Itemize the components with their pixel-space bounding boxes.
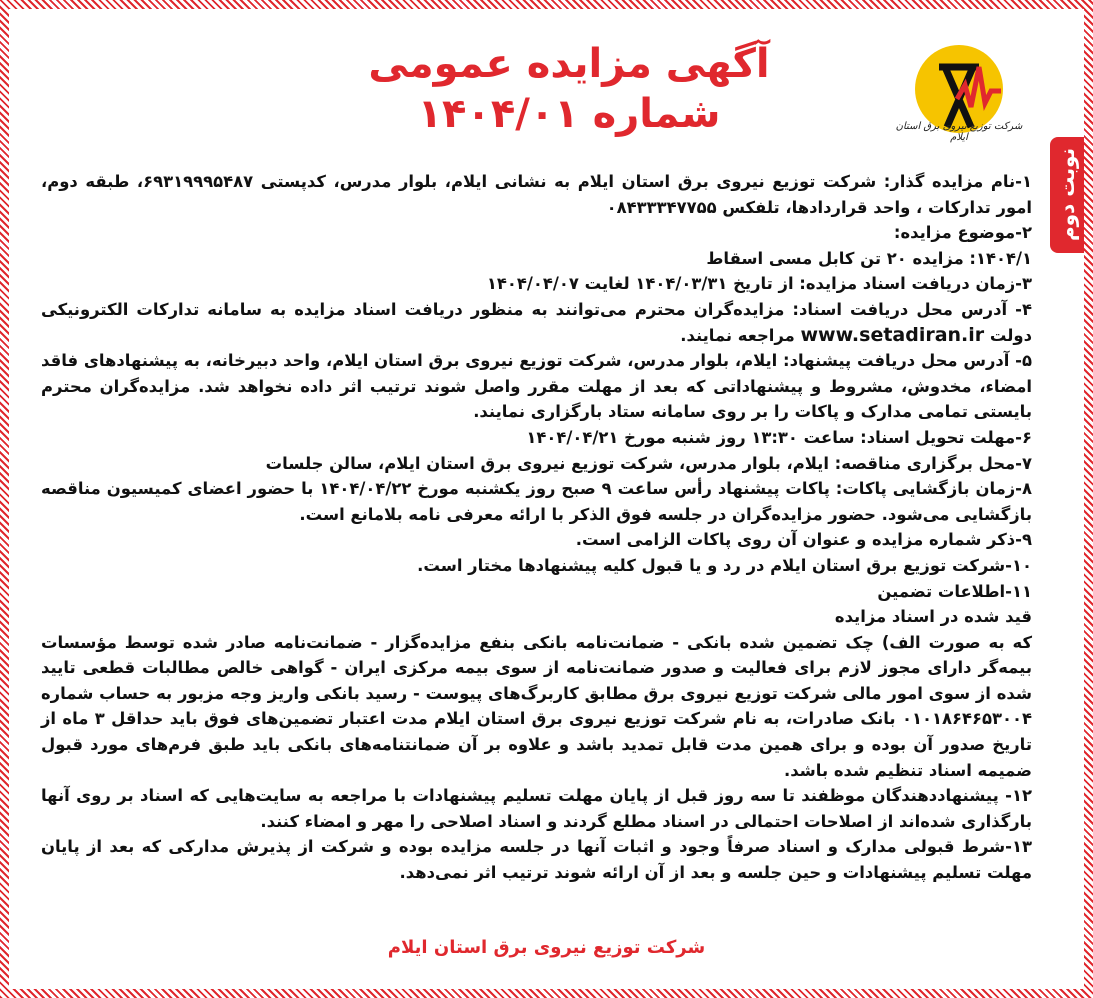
ad-body: [41, 169, 1032, 886]
item-1: ۱-نام مزایده گذار: شرکت توزیع نیروی برق استان ایلام به نشانی ایلام، بلوار مدرس، کدپستی ۶۹۳۱۹۹۹۵۴۸۷، طبقه دوم، امور تدارکات ، واحد قراردادها، تلفکس ۰۸۴۳۳۳۴۷۷۵۵: [41, 172, 1032, 217]
guarantee-details: که به صورت الف) چک تضمین شده بانکی - ضمانت‌نامه بانکی بنفع مزایده‌گزار - ضمانت‌نامه صادر شده توسط مؤسسات بیمه‌گر دارای مجوز لازم برای فعالیت و صدور ضمانت‌نامه از سوی بیمه مرکزی ایران - گواهی خالص مطالبات قطعی تایید شده از سوی امور مالی شرکت توزیع نیروی برق مطابق کاربرگ‌های پیوست - رسید بانکی واریز وجه مزبور به حساب شماره ۰۱۰۱۸۶۴۶۵۳۰۰۴ بانک صادرات، به نام شرکت توزیع نیروی برق استان ایلام مدت اعتبار تضمین‌های فوق باید حداقل ۳ ماه از تاریخ صدور آن بوده و برای همین مدت قابل تمدید باشد و علاوه بر آن ضمانتنامه‌های بانکی باید طبق فرم‌های مورد قبول ضمیمه اسناد تنظیم شده باشد.: [41, 632, 1032, 780]
item-6: ۶-مهلت تحویل اسناد: ساعت ۱۳:۳۰ روز شنبه مورخ ۱۴۰۴/۰۴/۲۱: [526, 427, 1032, 447]
item-13: ۱۳-شرط قبولی مدارک و اسناد صرفاً وجود و اثبات آنها در جلسه مزایده بوده و شرکت از پذیرش مدارکی که بعد از پایان مهلت تسلیم پیشنهادات و حین جلسه و بعد از آن ارائه شوند ترتیب اثر نمی‌دهد.: [41, 837, 1032, 883]
ad-title: آگهی مزایده عمومی: [368, 41, 770, 87]
item-8: ۸-زمان بازگشایی پاکات: پاکات پیشنهاد رأس ساعت ۹ صبح روز یکشنبه مورخ ۱۴۰۴/۰۴/۲۲ با حضور اعضای کمیسیون مناقصه بازگشایی می‌شود. حضور مزایده‌گران در جلسه فوق الذکر با ارائه معرفی نامه بلامانع است.: [41, 479, 1032, 524]
item-11-note: قید شده در اسناد مزایده: [834, 607, 1032, 627]
ad-number: شماره ۱۴۰۴/۰۱: [417, 91, 721, 137]
ad-panel: [9, 9, 1084, 989]
item-9: ۹-ذکر شماره مزایده و عنوان آن روی پاکات الزامی است.: [575, 530, 1032, 550]
item-5: ۵- آدرس محل دریافت پیشنهاد: ایلام، بلوار مدرس، شرکت توزیع نیروی برق استان ایلام، واحد دبیرخانه، به پیشنهادهای فاقد امضاء، مخدوش، مشروط و پیشنهاداتی که بعد از مهلت مقرر واصل شوند ترتیب اثر داده نخواهد شد. مزایده‌گران محترم بایستی تمامی مدارک و پاکات را بر روی سامانه ستاد بارگزاری نمایند.: [41, 351, 1032, 422]
logo-caption: شرکت توزیع نیروی برق استان ایلام: [895, 121, 1023, 143]
item-11: ۱۱-اطلاعات تضمین: [877, 581, 1032, 601]
insertion-badge: نوبت دوم: [1050, 137, 1084, 253]
item-2-1: ۱۴۰۴/۱: مزایده ۲۰ تن کابل مسی اسقاط: [706, 248, 1032, 268]
item-4: ۴- آدرس محل دریافت اسناد: مزایده‌گران محترم می‌توانند به منظور دریافت اسناد مزایده به سامانه تدارکات الکترونیکی دولت www.setadiran.ir مراجعه نمایند.: [41, 299, 1032, 346]
footer-company: شرکت توزیع نیروی برق استان ایلام: [387, 937, 706, 958]
item-3: ۳-زمان دریافت اسناد مزایده: از تاریخ ۱۴۰۴/۰۳/۳۱ لغایت ۱۴۰۴/۰۴/۰۷: [486, 274, 1032, 294]
item-2: ۲-موضوع مزایده:: [893, 223, 1032, 243]
setadiran-link[interactable]: www.setadiran.ir: [800, 323, 985, 346]
item-10: ۱۰-شرکت توزیع برق استان ایلام در رد و یا قبول کلیه پیشنهادها مختار است.: [417, 555, 1032, 575]
item-7: ۷-محل برگزاری مناقصه: ایلام، بلوار مدرس، شرکت توزیع نیروی برق استان ایلام، سالن جلسات: [265, 453, 1032, 473]
item-12: ۱۲- پیشنهاددهندگان موظفند تا سه روز قبل از پایان مهلت تسلیم پیشنهادات با مراجعه به سایت‌هایی که اسناد بر روی آنها بارگذاری شده‌اند از اصلاحات احتمالی در اسناد مطلع گردند و اسناد اصلاحی را مهر و امضاء کنند.: [41, 786, 1032, 831]
